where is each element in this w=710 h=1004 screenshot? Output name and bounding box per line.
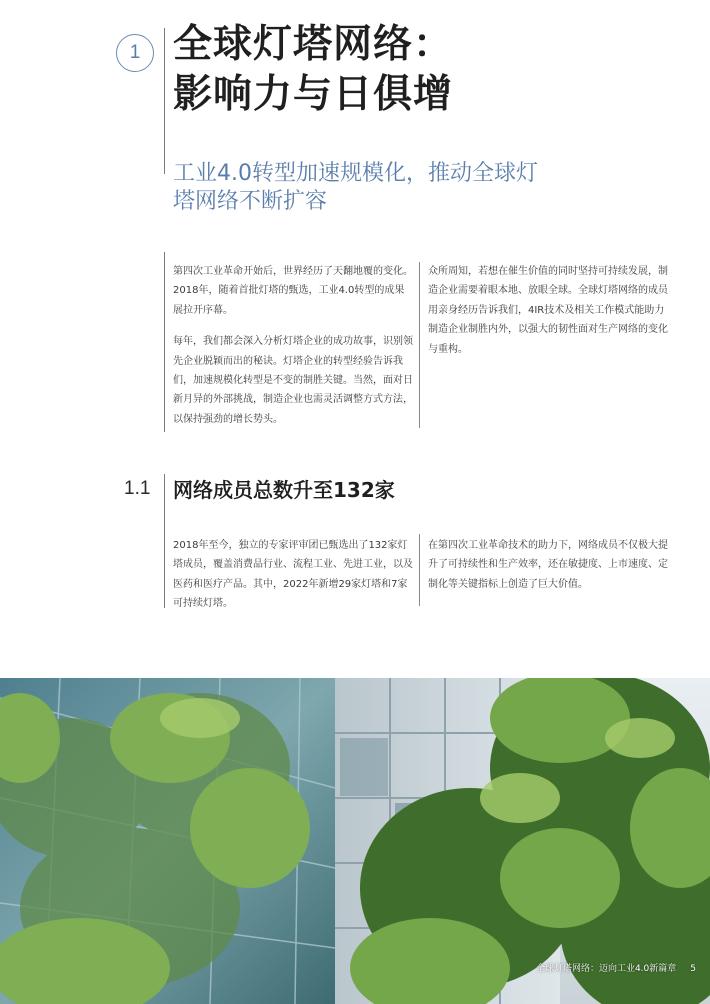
glass-building-trees-photo xyxy=(0,678,710,1004)
section-title: 网络成员总数升至132家 xyxy=(173,478,395,502)
intro-right-column xyxy=(428,262,670,359)
section-paragraph: 在第四次工业革命技术的助力下，网络成员不仅极大提升了可持续性和生产效率，还在敏捷度、上市速度、定制化等关键指标上创造了巨大价值。 xyxy=(428,540,668,590)
page-subtitle xyxy=(173,160,538,216)
intro-paragraph: 第四次工业革命开始后，世界经历了天翻地覆的变化。2018年，随着首批灯塔的甄选，工业4.0转型的成果展拉开序幕。 xyxy=(173,266,413,316)
section-right-column xyxy=(428,536,670,594)
section-paragraph: 2018年至今，独立的专家评审团已甄选出了132家灯塔成员，覆盖消费品行业、流程工业、先进工业，以及医药和医疗产品。其中，2022年新增29家灯塔和7家可持续灯塔。 xyxy=(173,540,413,610)
page-title xyxy=(173,20,453,120)
page-title-line-2: 影响力与日俱增 xyxy=(173,72,454,117)
section-rule xyxy=(164,474,165,608)
page-subtitle-line-2: 塔网络不断扩容 xyxy=(173,189,328,214)
section-left-column xyxy=(173,536,413,614)
intro-paragraph: 众所周知，若想在催生价值的同时坚持可持续发展，制造企业需要着眼本地、放眼全球。全球灯塔网络的成员用亲身经历告诉我们，4IR技术及相关工作模式能助力制造企业制胜内外，以强大的韧性面对生产网络的变化与重构。 xyxy=(428,266,668,355)
section-number: 1.1 xyxy=(124,478,151,499)
chapter-number-badge xyxy=(116,34,154,72)
intro-left-column xyxy=(173,262,413,429)
intro-left-rule xyxy=(164,252,165,432)
page-footer xyxy=(536,961,696,974)
title-rule xyxy=(164,28,165,174)
intro-column-divider xyxy=(419,262,420,428)
chapter-number: 1 xyxy=(129,42,141,63)
section-column-divider xyxy=(419,534,420,606)
page-title-line-1: 全球灯塔网络： xyxy=(173,22,454,67)
page-subtitle-line-1: 工业4.0转型加速规模化，推动全球灯 xyxy=(173,161,538,186)
page-number: 5 xyxy=(690,964,696,974)
footer-title: 全球灯塔网络：迈向工业4.0新篇章 xyxy=(535,964,677,974)
intro-paragraph: 每年，我们都会深入分析灯塔企业的成功故事，识别领先企业脱颖而出的秘诀。灯塔企业的转型经验告诉我们，加速规模化转型是不变的制胜关键。当然，面对日新月异的外部挑战，制造企业也需灵活调整方式方法，以保持强劲的增长势头。 xyxy=(173,336,413,425)
